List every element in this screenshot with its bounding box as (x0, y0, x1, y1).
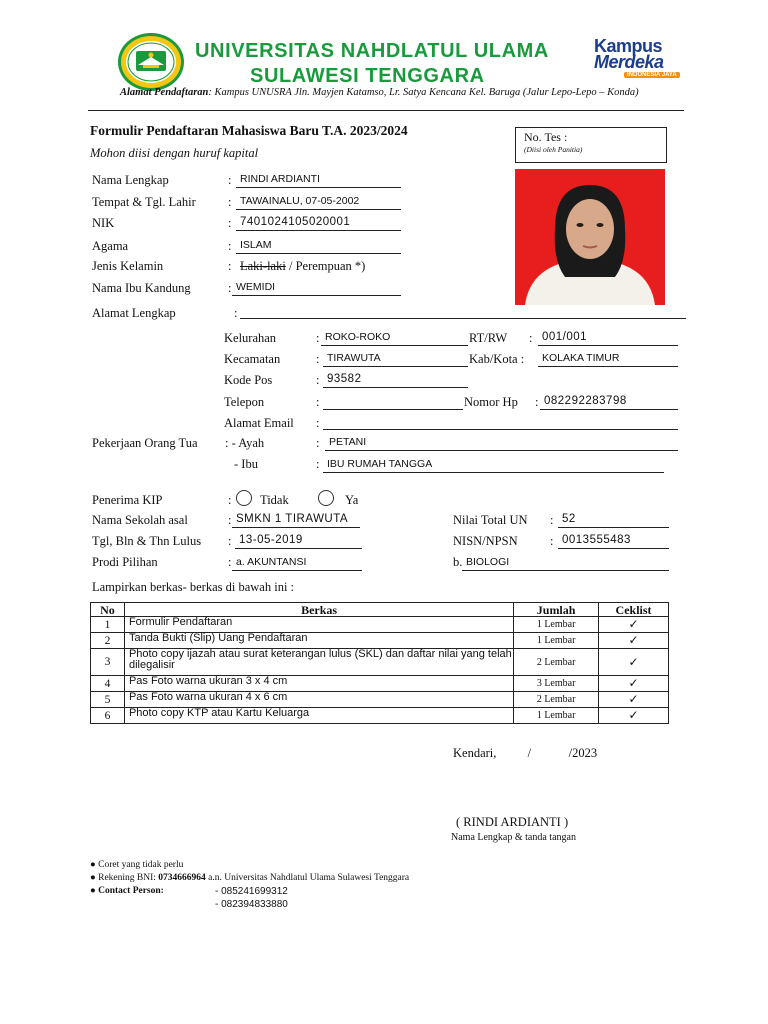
nama-label: Nama Lengkap (92, 173, 169, 187)
nik-label: NIK (92, 216, 115, 230)
ttl-label: Tempat & Tgl. Lahir (92, 195, 196, 209)
contact-phone-2: - 082394833880 (215, 899, 288, 910)
colon: : (316, 331, 320, 345)
nama-value[interactable]: RINDI ARDIANTI (236, 173, 401, 188)
ibu-pekerjaan-label: - Ibu (234, 457, 258, 471)
colon: : (316, 395, 320, 409)
applicant-photo (515, 169, 665, 305)
row-ceklist-checkbox[interactable]: ✓ (599, 692, 669, 708)
header-no: No (91, 603, 125, 617)
kelurahan-label: Kelurahan (224, 331, 277, 345)
note-1: Coret yang tidak perlu (98, 860, 184, 870)
jk-option-perempuan[interactable]: Perempuan *) (295, 259, 366, 273)
table-row (91, 676, 669, 692)
row-berkas: Photo copy ijazah atau surat keterangan lulus (SKL) dan daftar nilai yang telah dilegalisir (124, 649, 513, 676)
nisn-label: NISN/NPSN (453, 534, 518, 548)
table-row (91, 708, 669, 724)
hp-value[interactable]: 082292283798 (540, 395, 678, 410)
table-row (91, 649, 669, 676)
row-jumlah: 2 Lembar (514, 692, 599, 708)
kecamatan-label: Kecamatan (224, 352, 281, 366)
attachments-intro: Lampirkan berkas- berkas di bawah ini : (92, 580, 295, 594)
colon: : (316, 352, 320, 366)
note-item: ● Contact Person: - 085241699312 (90, 886, 288, 897)
row-jumlah: 1 Lembar (514, 633, 599, 649)
row-jumlah: 3 Lembar (514, 676, 599, 692)
header-ceklist: Ceklist (599, 603, 669, 617)
colon: : (228, 259, 232, 273)
jk-label: Jenis Kelamin (92, 259, 164, 273)
address-text: : Kampus UNUSRA Jln. Mayjen Katamso, Lr. Satya Kencana Kel. Baruga (Jalur Lepo-Lepo – Konda) (208, 87, 639, 98)
telepon-label: Telepon (224, 395, 265, 409)
row-no: 2 (91, 633, 125, 649)
university-title-line1: UNIVERSITAS NAHDLATUL ULAMA (195, 40, 549, 62)
agama-label: Agama (92, 239, 129, 253)
colon: : (228, 493, 232, 507)
lulus-value[interactable]: 13-05-2019 (235, 534, 362, 549)
colon: : (228, 239, 232, 253)
note-item: ● Rekening BNI: 0734666964 a.n. Universitas Nahdlatul Ulama Sulawesi Tenggara (90, 873, 410, 883)
nilai-label: Nilai Total UN (453, 513, 528, 527)
kip-ya-radio[interactable] (318, 490, 334, 506)
kodepos-value[interactable]: 93582 (323, 373, 468, 388)
contact-phone-1: - 085241699312 (215, 886, 288, 897)
table-row (91, 617, 669, 633)
row-jumlah: 1 Lembar (514, 708, 599, 724)
note-2-account: 0734666964 (158, 873, 206, 883)
address-line (120, 87, 680, 99)
prodi-b-value[interactable]: BIOLOGI (462, 556, 669, 571)
kampus-merdeka-logo (590, 36, 686, 84)
kip-tidak-radio[interactable] (236, 490, 252, 506)
colon: : (234, 306, 238, 320)
rtrw-label: RT/RW (469, 331, 508, 345)
colon: : (316, 373, 320, 387)
colon: : (228, 534, 232, 548)
colon: : (316, 436, 320, 450)
attachments-table (90, 602, 669, 724)
colon: : (228, 281, 232, 295)
signature-caption: Nama Lengkap & tanda tangan (451, 832, 576, 843)
row-jumlah: 2 Lembar (514, 649, 599, 676)
note-2-suffix: a.n. Universitas Nahdlatul Ulama Sulawesi Tenggara (205, 873, 410, 883)
row-ceklist-checkbox[interactable]: ✓ (599, 617, 669, 633)
row-berkas: Photo copy KTP atau Kartu Keluarga (124, 708, 513, 724)
header-berkas: Berkas (124, 603, 513, 617)
row-no: 1 (91, 617, 125, 633)
note-item: ● Coret yang tidak perlu (90, 860, 184, 870)
signature-place-date: Kendari, / /2023 (453, 746, 598, 760)
row-berkas: Pas Foto warna ukuran 4 x 6 cm (124, 692, 513, 708)
alamat-value[interactable] (240, 304, 686, 319)
pekerjaan-label: Pekerjaan Orang Tua (92, 436, 198, 450)
colon: : (228, 216, 232, 230)
lulus-label: Tgl, Bln & Thn Lulus (92, 534, 202, 548)
kelurahan-value[interactable]: ROKO-ROKO (321, 331, 468, 346)
row-berkas: Pas Foto warna ukuran 3 x 4 cm (124, 676, 513, 692)
row-no: 6 (91, 708, 125, 724)
kampus-logo-line1: Kampus (594, 36, 663, 56)
ibu-value[interactable]: WEMIDI (232, 281, 401, 296)
email-label: Alamat Email (224, 416, 294, 430)
kabkota-value[interactable]: KOLAKA TIMUR (538, 352, 678, 367)
colon: : (550, 513, 554, 527)
prodi-a-value[interactable]: a. AKUNTANSI (232, 556, 362, 571)
colon: : (228, 555, 232, 569)
kampus-logo-tag: INDONESIA JAYA (624, 72, 680, 78)
kabkota-label: Kab/Kota : (469, 352, 525, 366)
ibu-pekerjaan-value[interactable]: IBU RUMAH TANGGA (323, 458, 664, 473)
colon: : (529, 331, 533, 345)
colon: : (228, 173, 232, 187)
note-2-prefix: Rekening BNI: (98, 873, 159, 883)
kodepos-label: Kode Pos (224, 373, 273, 387)
sekolah-value[interactable]: SMKN 1 TIRAWUTA (232, 513, 360, 528)
colon: : (316, 416, 320, 430)
table-row (91, 692, 669, 708)
ayah-value[interactable]: PETANI (325, 436, 678, 451)
colon: : (228, 513, 232, 527)
university-title-line2: SULAWESI TENGGARA (250, 65, 485, 87)
no-tes-box (515, 127, 667, 163)
university-seal-logo (116, 31, 186, 93)
kip-tidak-label: Tidak (260, 493, 289, 507)
address-label: Alamat Pendaftaran (120, 87, 209, 98)
colon: : (550, 534, 554, 548)
nik-value[interactable]: 7401024105020001 (236, 216, 401, 231)
prodi-b-prefix: b. (453, 555, 463, 569)
row-no: 4 (91, 676, 125, 692)
colon: : (228, 195, 232, 209)
hp-label: Nomor Hp (464, 395, 518, 409)
form-subtitle: Mohon diisi dengan huruf kapital (90, 146, 259, 160)
sekolah-label: Nama Sekolah asal (92, 513, 188, 527)
ttl-value[interactable]: TAWAINALU, 07-05-2002 (236, 195, 401, 210)
table-row (91, 633, 669, 649)
kampus-logo-line2: Merdeka (594, 52, 664, 72)
jk-option-laki[interactable]: Laki-laki (240, 259, 286, 273)
jk-separator: / (285, 259, 296, 273)
nilai-value[interactable]: 52 (558, 513, 669, 528)
row-no: 3 (91, 649, 125, 676)
row-no: 5 (91, 692, 125, 708)
header-jumlah: Jumlah (514, 603, 599, 617)
prodi-label: Prodi Pilihan (92, 555, 158, 569)
no-tes-label: No. Tes : (524, 130, 568, 144)
colon: : (316, 457, 320, 471)
signature-name: ( RINDI ARDIANTI ) (456, 815, 569, 829)
rtrw-value[interactable]: 001/001 (538, 331, 678, 346)
kip-label: Penerima KIP (92, 493, 163, 507)
table-header-row (91, 603, 669, 617)
note-3-label: Contact Person: (98, 886, 164, 896)
row-ceklist-checkbox[interactable]: ✓ (599, 633, 669, 649)
kecamatan-value[interactable]: TIRAWUTA (323, 352, 468, 367)
alamat-label: Alamat Lengkap (92, 306, 176, 320)
row-ceklist-checkbox[interactable]: ✓ (599, 676, 669, 692)
no-tes-note: (Diisi oleh Panitia) (524, 145, 583, 154)
nisn-value[interactable]: 0013555483 (558, 534, 669, 549)
header-divider (88, 110, 684, 111)
row-berkas: Tanda Bukti (Slip) Uang Pendaftaran (124, 633, 513, 649)
ayah-label: : - Ayah (225, 436, 265, 450)
agama-value[interactable]: ISLAM (236, 239, 401, 254)
row-berkas: Formulir Pendaftaran (124, 617, 513, 633)
jk-options[interactable] (240, 259, 365, 274)
colon: : (535, 395, 539, 409)
row-jumlah: 1 Lembar (514, 617, 599, 633)
form-title: Formulir Pendaftaran Mahasiswa Baru T.A. 2023/2024 (90, 123, 408, 138)
kip-ya-label: Ya (345, 493, 359, 507)
ibu-label: Nama Ibu Kandung (92, 281, 191, 295)
row-ceklist-checkbox[interactable]: ✓ (599, 708, 669, 724)
email-value[interactable] (323, 415, 678, 430)
telepon-value[interactable] (323, 395, 463, 410)
note-list (90, 859, 409, 911)
row-ceklist-checkbox[interactable]: ✓ (599, 649, 669, 676)
